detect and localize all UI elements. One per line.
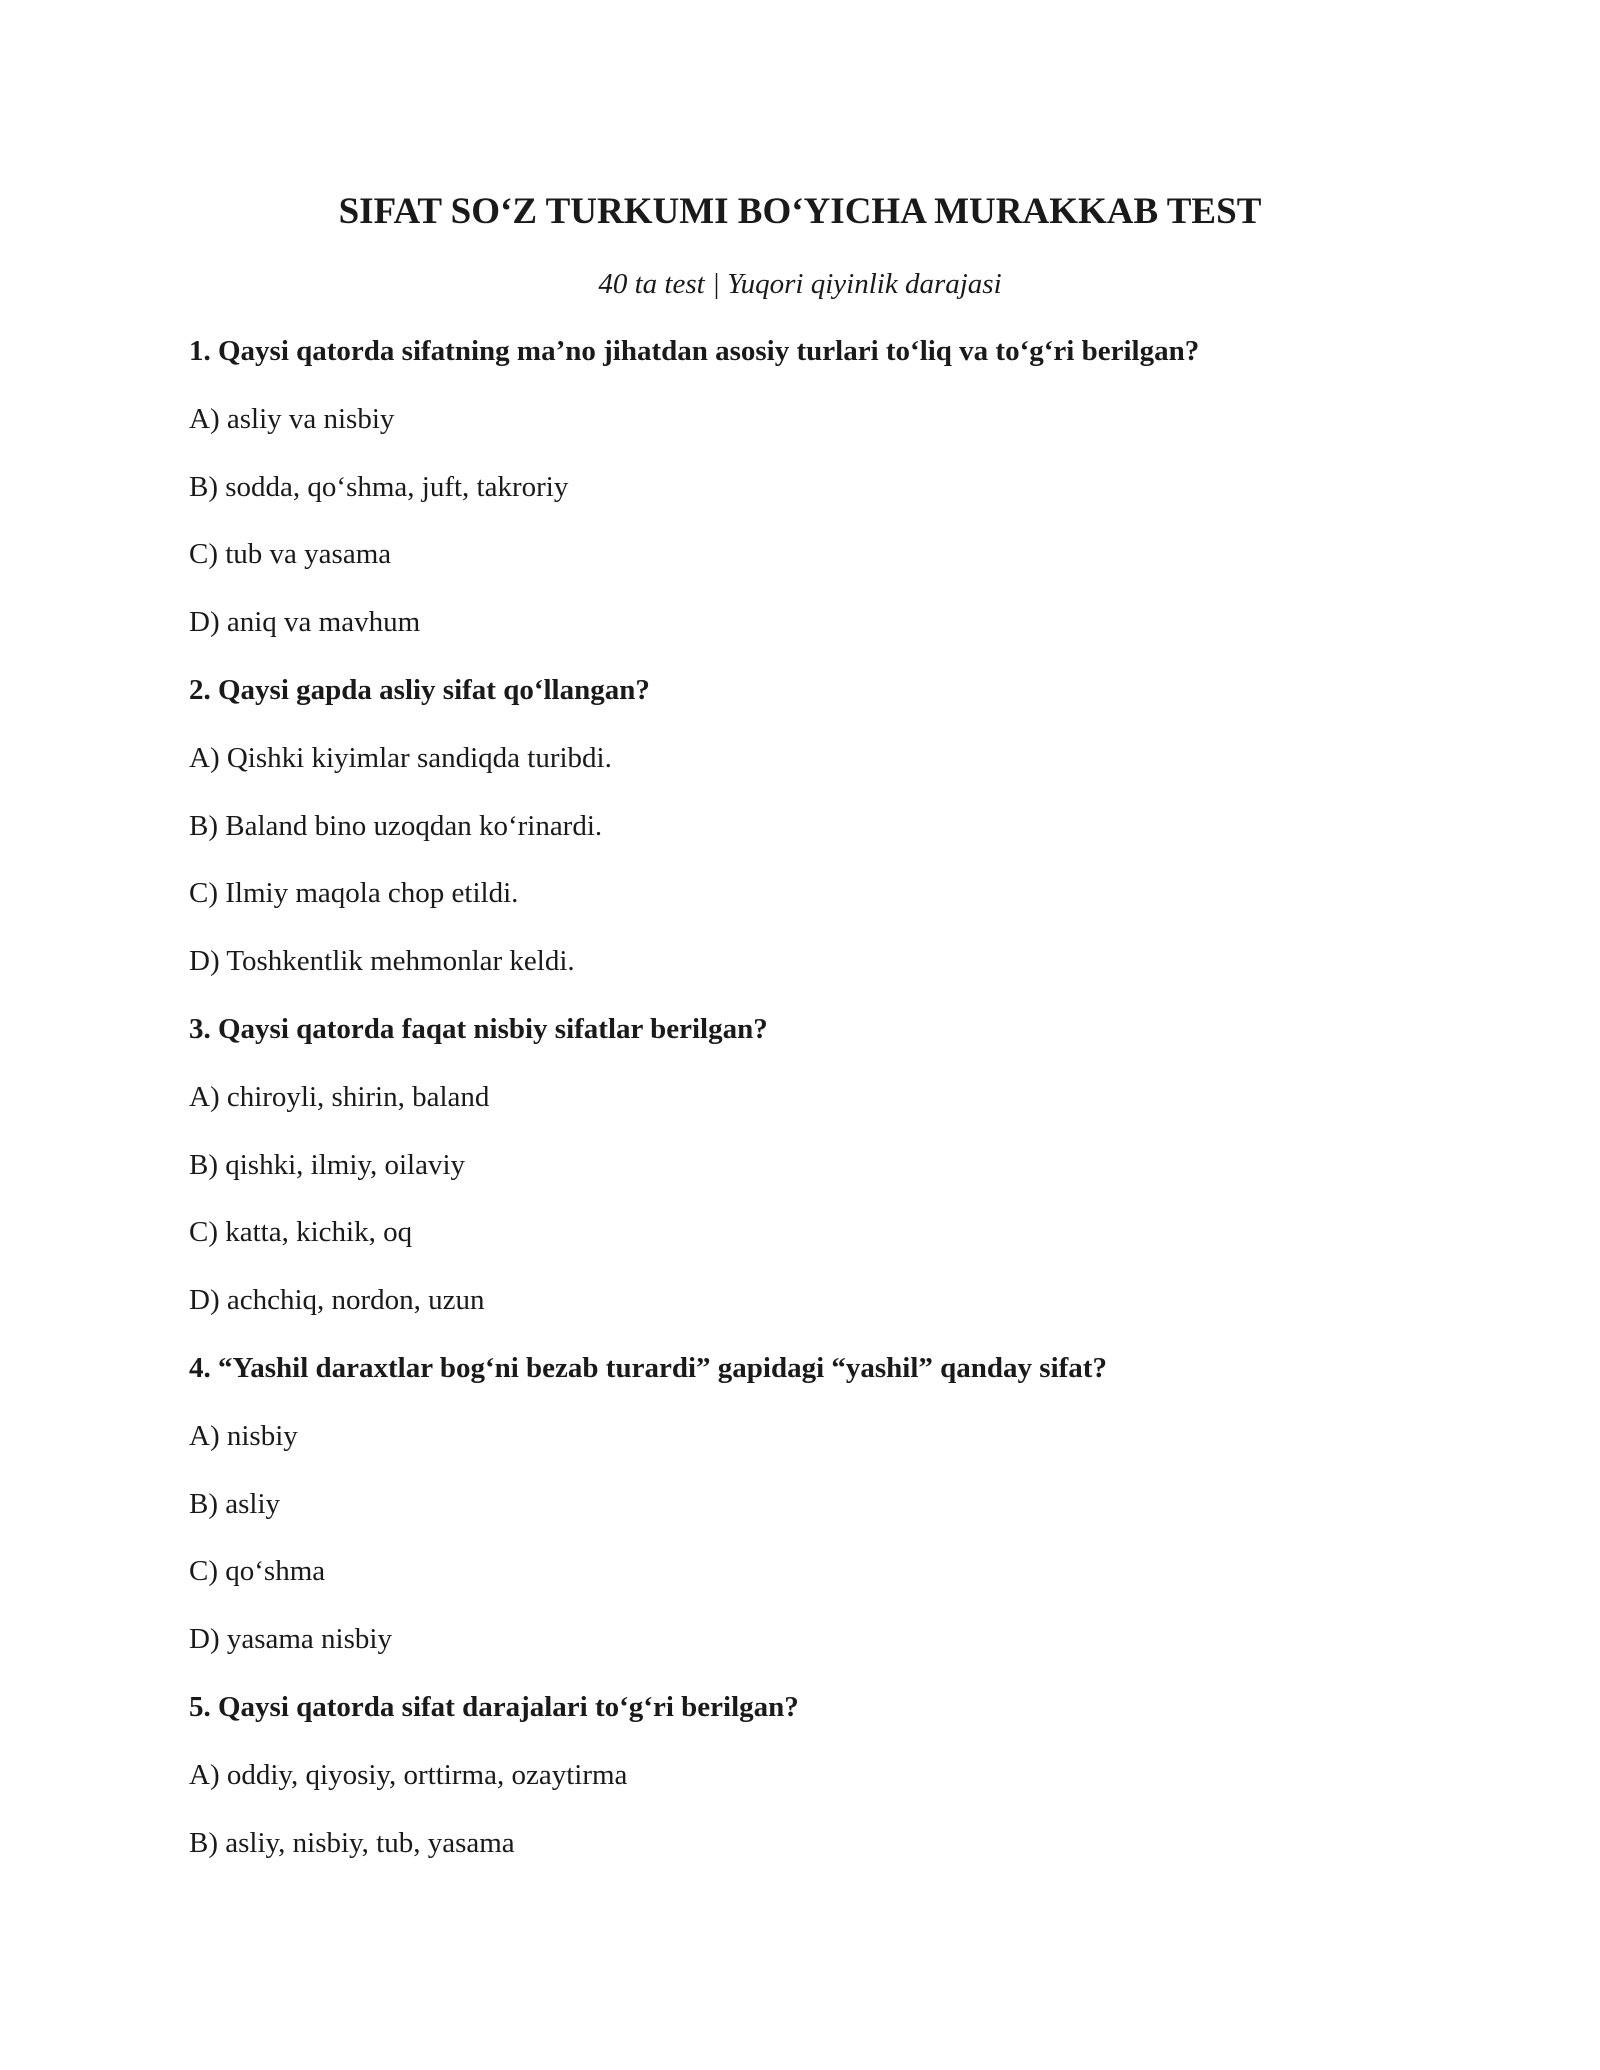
question-5-option-b: B) asliy, nisbiy, tub, yasama: [189, 1826, 515, 1859]
question-2-option-a: A) Qishki kiyimlar sandiqda turibdi.: [189, 741, 612, 774]
question-4-option-d: D) yasama nisbiy: [189, 1623, 392, 1656]
question-1: 1. Qaysi qatorda sifatning ma’no jihatdan asosiy turlari to‘liq va to‘g‘ri berilgan?: [189, 335, 1200, 367]
page-title: SIFAT SO‘Z TURKUMI BO‘YICHA MURAKKAB TEST: [338, 191, 1262, 232]
question-3-option-b: B) qishki, ilmiy, oilaviy: [189, 1148, 466, 1181]
question-5: 5. Qaysi qatorda sifat darajalari to‘g‘ri berilgan?: [189, 1690, 799, 1723]
question-5-option-a: A) oddiy, qiyosiy, orttirma, ozaytirma: [189, 1758, 628, 1791]
question-4-option-b: B) asliy: [189, 1487, 281, 1520]
question-2-option-c: C) Ilmiy maqola chop etildi.: [189, 877, 519, 910]
question-1-option-c: C) tub va yasama: [189, 538, 392, 571]
question-1-option-a: A) asliy va nisbiy: [189, 402, 395, 435]
question-4-option-c: C) qo‘shma: [189, 1555, 326, 1588]
question-3-option-a: A) chiroyli, shirin, baland: [189, 1080, 490, 1113]
question-4-option-a: A) nisbiy: [189, 1419, 298, 1452]
question-2-option-b: B) Baland bino uzoqdan ko‘rinardi.: [189, 809, 603, 842]
question-4: 4. “Yashil daraxtlar bog‘ni bezab turardi” gapidagi “yashil” qanday sifat?: [189, 1351, 1107, 1384]
question-3-option-c: C) katta, kichik, oq: [189, 1216, 413, 1249]
question-3: 3. Qaysi qatorda faqat nisbiy sifatlar berilgan?: [189, 1012, 768, 1045]
question-3-option-d: D) achchiq, nordon, uzun: [189, 1284, 485, 1317]
question-2: 2. Qaysi gapda asliy sifat qo‘llangan?: [189, 673, 650, 706]
question-1-option-b: B) sodda, qo‘shma, juft, takroriy: [189, 470, 569, 503]
page-subtitle: 40 ta test | Yuqori qiyinlik darajasi: [598, 268, 1002, 300]
question-list: [189, 333, 1429, 1892]
question-1-option-d: D) aniq va mavhum: [189, 606, 421, 639]
question-2-option-d: D) Toshkentlik mehmonlar keldi.: [189, 945, 575, 978]
